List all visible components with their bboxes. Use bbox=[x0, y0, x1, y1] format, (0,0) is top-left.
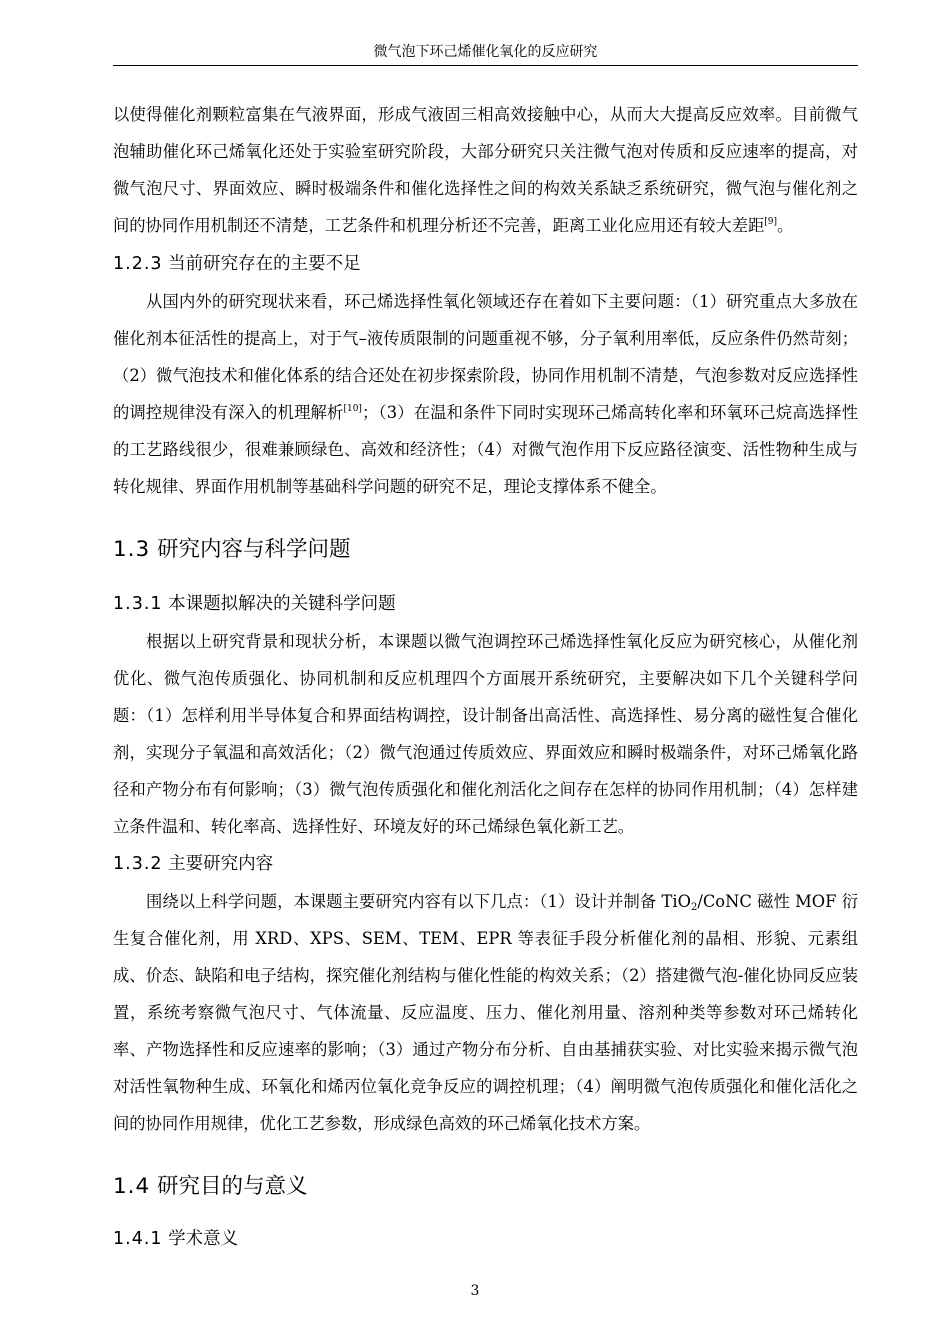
section-title: 当前研究存在的主要不足 bbox=[168, 254, 361, 274]
section-number: 1.2.3 bbox=[113, 254, 163, 274]
section-number: 1.4 bbox=[113, 1174, 151, 1199]
section-title: 研究目的与意义 bbox=[157, 1174, 308, 1199]
section-title: 研究内容与科学问题 bbox=[157, 537, 351, 562]
section-number: 1.4.1 bbox=[113, 1229, 163, 1249]
section-1-2-3-heading bbox=[113, 245, 858, 283]
section-1-3-1-heading bbox=[113, 585, 858, 623]
citation-9: [9] bbox=[764, 217, 778, 227]
section-1-4-1-heading bbox=[113, 1220, 858, 1258]
running-header: 微气泡下环己烯催化氧化的反应研究 bbox=[373, 44, 598, 60]
section-1-4-heading bbox=[113, 1142, 858, 1220]
section-title: 主要研究内容 bbox=[168, 854, 274, 874]
section-title: 本课题拟解决的关键科学问题 bbox=[168, 594, 396, 614]
paragraph-1-3-2: 围绕以上科学问题，本课题主要研究内容有以下几点：（1）设计并制备 TiO$_2$/CoNC 磁性 MOF 衍生复合催化剂，用 XRD、XPS、SEM、TEM、EPR 等表征手段分析催化剂的晶相、形貌、元素组成、价态、缺陷和电子结构，探究催化剂结构与催化性能的构效关系；（2）搭建微气泡-催化协同反应装置，系统考察微气泡尺寸、气体流量、反应温度、压力、催化剂用量、溶剂种类等参数对环己烯转化率、产物选择性和反应速率的影响；（3）通过产物分布分析、自由基捕获实验、对比实验来揭示微气泡对活性氧物种生成、环氧化和烯丙位氧化竞争反应的调控机理；（4）阐明微气泡传质强化和催化活化之间的协同作用规律，优化工艺参数，形成绿色高效的环己烯氧化技术方案。 bbox=[113, 892, 858, 1133]
page-number: 3 bbox=[470, 1283, 480, 1299]
page-body bbox=[113, 96, 858, 1258]
citation-10: [10] bbox=[343, 404, 362, 414]
section-number: 1.3.1 bbox=[113, 594, 163, 614]
paragraph-1-3-1: 根据以上研究背景和现状分析，本课题以微气泡调控环己烯选择性氧化反应为研究核心，从催化剂优化、微气泡传质强化、协同机制和反应机理四个方面展开系统研究，主要解决如下几个关键科学问题：（1）怎样利用半导体复合和界面结构调控，设计制备出高活性、高选择性、易分离的磁性复合催化剂，实现分子氧温和高效活化；（2）微气泡通过传质效应、界面效应和瞬时极端条件，对环己烯氧化路径和产物分布有何影响；（3）微气泡传质强化和催化剂活化之间存在怎样的协同作用机制；（4）怎样建立条件温和、转化率高、选择性好、环境友好的环己烯绿色氧化新工艺。 bbox=[113, 632, 858, 836]
section-number: 1.3.2 bbox=[113, 854, 163, 874]
header-rule bbox=[113, 65, 858, 66]
section-number: 1.3 bbox=[113, 537, 151, 562]
section-title: 学术意义 bbox=[168, 1229, 239, 1249]
paragraph-1-2-3: 从国内外的研究现状来看，环己烯选择性氧化领域还存在着如下主要问题：（1）研究重点大多放在催化剂本征活性的提高上，对于气–液传质限制的问题重视不够，分子氧利用率低，反应条件仍然苛刻；（2）微气泡技术和催化体系的结合还处在初步探索阶段，协同作用机制不清楚，气泡参数对反应选择性的调控规律没有深入的机理解析[10]；（3）在温和条件下同时实现环己烯高转化率和环氧环己烷高选择性的工艺路线很少，很难兼顾绿色、高效和经济性；（4）对微气泡作用下反应路径演变、活性物种生成与转化规律、界面作用机制等基础科学问题的研究不足，理论支撑体系不健全。 bbox=[113, 292, 858, 496]
section-1-3-heading bbox=[113, 505, 858, 585]
paragraph-intro: 以使得催化剂颗粒富集在气液界面，形成气液固三相高效接触中心，从而大大提高反应效率。目前微气泡辅助催化环己烯氧化还处于实验室研究阶段，大部分研究只关注微气泡对传质和反应速率的提高，对微气泡尺寸、界面效应、瞬时极端条件和催化选择性之间的构效关系缺乏系统研究，微气泡与催化剂之间的协同作用机制还不清楚，工艺条件和机理分析还不完善，距离工业化应用还有较大差距[9]。 bbox=[113, 105, 858, 235]
section-1-3-2-heading bbox=[113, 845, 858, 883]
